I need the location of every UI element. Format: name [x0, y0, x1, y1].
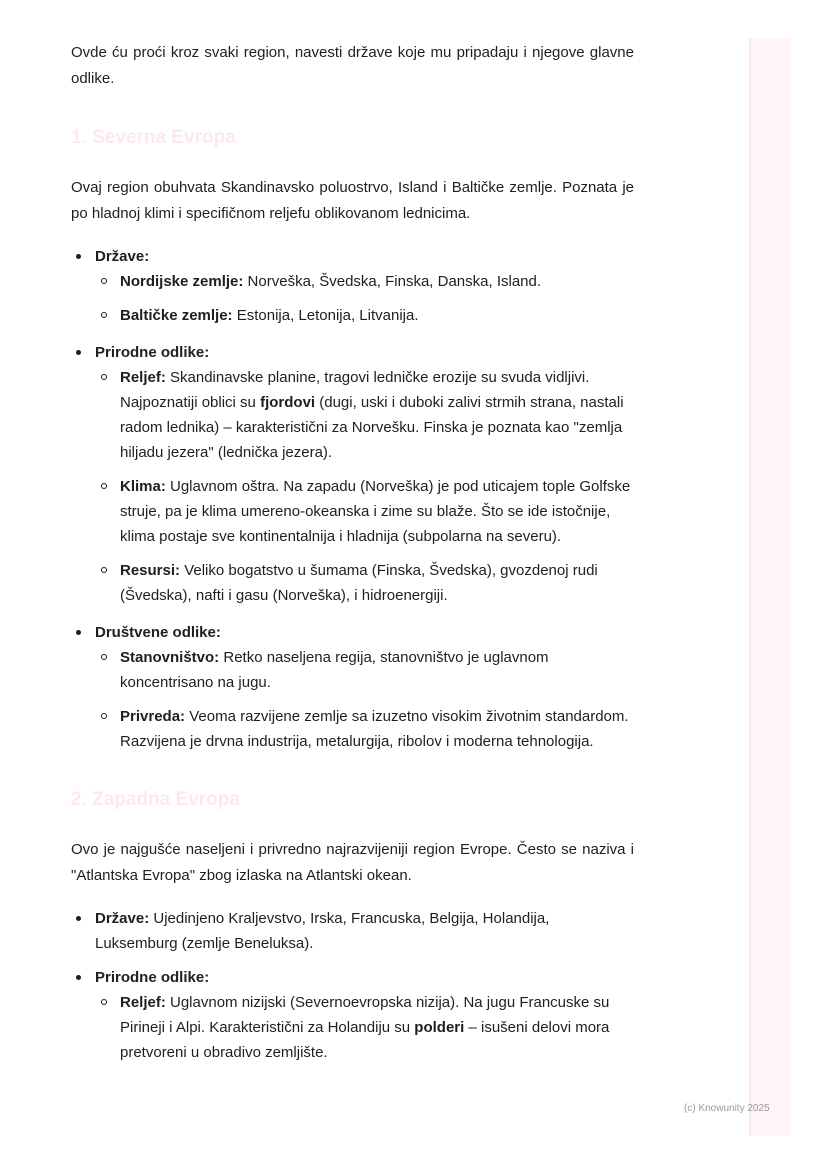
- list-item-drzave: [71, 244, 634, 328]
- prirodne-label: Prirodne odlike:: [95, 969, 210, 986]
- section-title-severna-evropa: 1. Severna Evropa: [71, 127, 236, 148]
- privreda-text: Veoma razvijene zemlje sa izuzetno visokim životnim standardom. Razvijena je drvna industrija, metalurgija, ribolov i moderna tehnologija.: [120, 708, 629, 750]
- list-item-stanovnistvo: [95, 645, 634, 695]
- fjordovi-term: fjordovi: [260, 394, 316, 411]
- balticke-text: Estonija, Letonija, Litvanija.: [232, 307, 419, 324]
- list-item-klima: [95, 474, 634, 549]
- klima-text: Uglavnom oštra. Na zapadu (Norveška) je pod uticajem tople Golfske struje, pa je klima umereno-okeanska i zime su blaže. Što se ide istočnije, klima postaje sve kontinentalnija i hladnija (subpolarna na severu).: [120, 478, 631, 545]
- drzave-label: Države:: [95, 910, 150, 927]
- drustvene-sublist: [95, 645, 634, 754]
- reljef-label: Reljef:: [120, 994, 166, 1011]
- drustvene-label: Društvene odlike:: [95, 624, 221, 641]
- reljef-label: Reljef:: [120, 369, 166, 386]
- list-item-balticke: [95, 303, 634, 328]
- nordijske-text: Norveška, Švedska, Finska, Danska, Island.: [243, 273, 542, 290]
- section-description: Ovaj region obuhvata Skandinavsko poluostrvo, Island i Baltičke zemlje. Poznata je po hladnoj klimi i specifičnom reljefu oblikovanom lednicima.: [71, 179, 634, 222]
- list-item-nordijske: [95, 269, 634, 294]
- prirodne-sublist: [95, 990, 634, 1065]
- drzave-label: Države:: [95, 248, 150, 265]
- side-margin-line: [749, 38, 751, 1136]
- list-item-prirodne: [71, 965, 634, 1065]
- list-item-resursi: [95, 558, 634, 608]
- drzave-sublist: [95, 269, 634, 328]
- klima-label: Klima:: [120, 478, 166, 495]
- privreda-label: Privreda:: [120, 708, 186, 725]
- reljef-text: Skandinavske planine, tragovi ledničke erozije su svuda vidljivi. Najpoznatiji oblici su: [120, 369, 590, 411]
- list-item-drustvene: [71, 620, 634, 754]
- list-item-reljef: [95, 990, 634, 1065]
- balticke-label: Baltičke zemlje:: [120, 307, 233, 324]
- section-2-list: [71, 906, 634, 1065]
- polderi-term: polderi: [414, 1019, 465, 1036]
- stanovnistvo-text: Retko naseljena regija, stanovništvo je uglavnom koncentrisano na jugu.: [120, 649, 549, 691]
- side-margin-strip: [749, 38, 791, 1136]
- section-title-zapadna-evropa: 2. Zapadna Evropa: [71, 789, 240, 810]
- resursi-label: Resursi:: [120, 562, 181, 579]
- list-item-drzave: [71, 906, 634, 956]
- reljef-text-cont: (dugi, uski i duboki zalivi strmih strana, nastali radom lednika) – karakteristični za Norvešku. Finska je poznata kao "zemlja hiljadu jezera" (lednička jezera).: [120, 394, 624, 461]
- document-page: [71, 38, 634, 1065]
- prirodne-label: Prirodne odlike:: [95, 344, 210, 361]
- prirodne-sublist: [95, 365, 634, 608]
- list-item-reljef: [95, 365, 634, 465]
- copyright-footer: (c) Knowunity 2025: [684, 1103, 770, 1114]
- stanovnistvo-label: Stanovništvo:: [120, 649, 220, 666]
- section-description: Ovo je najgušće naseljeni i privredno najrazvijeniji region Evrope. Često se naziva i "Atlantska Evropa" zbog izlaska na Atlantski okean.: [71, 841, 634, 884]
- intro-paragraph: Ovde ću proći kroz svaki region, navesti države koje mu pripadaju i njegove glavne odlike.: [71, 44, 634, 87]
- reljef-text: Uglavnom nizijski (Severnoevropska nizija). Na jugu Francuske su Pirineji i Alpi. Karakteristični za Holandiju su: [120, 994, 610, 1036]
- reljef-text-cont: – isušeni delovi mora pretvoreni u obradivo zemljište.: [120, 1019, 610, 1061]
- drzave-text: Ujedinjeno Kraljevstvo, Irska, Francuska, Belgija, Holandija, Luksemburg (zemlje Beneluksa).: [95, 910, 550, 952]
- list-item-prirodne: [71, 340, 634, 608]
- list-item-privreda: [95, 704, 634, 754]
- resursi-text: Veliko bogatstvo u šumama (Finska, Švedska), gvozdenoj rudi (Švedska), nafti i gasu (Norveška), i hidroenergiji.: [120, 562, 598, 604]
- nordijske-label: Nordijske zemlje:: [120, 273, 244, 290]
- section-1-list: [71, 244, 634, 754]
